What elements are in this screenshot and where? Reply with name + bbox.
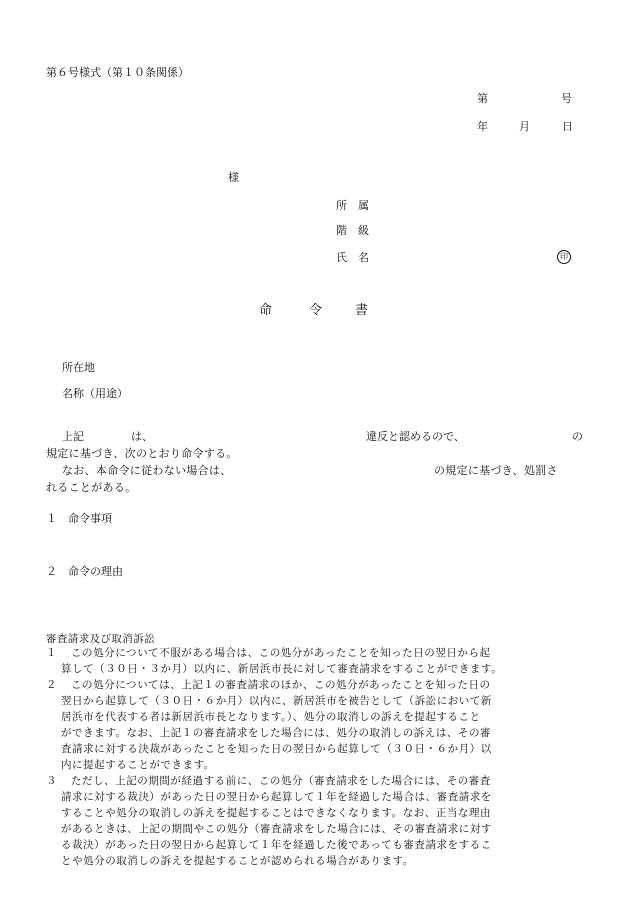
notice-item-2-line-6: 内に提起することができます。: [61, 759, 215, 771]
notice-item-3-line-3: することや処分の取消しの訴えを提起することはできなくなります。なお、正当な理由: [61, 807, 492, 819]
date-day: 日: [562, 120, 573, 133]
issuer-affiliation-label: 所 属: [336, 199, 369, 212]
body-line1-c: 違反と認めるので、: [366, 430, 465, 443]
notice-item-1-number: １: [46, 647, 57, 659]
notice-item-2-line-2: 翌日から起算して（３０日・６か月）以内に、新居浜市を被告として（訴訟において新: [61, 695, 492, 707]
notice-item-2-line-5: 査請求に対する決裁があったことを知った日の翌日から起算して（３０日・６か月）以: [61, 743, 492, 755]
section-order-items: １ 命令事項: [46, 512, 112, 525]
notice-item-3-line-2: 請求に対する裁決）があった日の翌日から起算して１年を経過した場合は、審査請求を: [61, 791, 492, 803]
document-number-suffix: 号: [561, 92, 572, 105]
addressee-suffix: 様: [228, 171, 239, 184]
section-order-reason: ２ 命令の理由: [46, 565, 123, 578]
issuer-name-label: 氏 名: [336, 251, 369, 264]
date-month: 月: [519, 120, 530, 133]
seal-mark: 印: [557, 250, 571, 264]
name-use-label: 名称（用途）: [62, 387, 128, 400]
date-year: 年: [477, 120, 488, 133]
notice-heading: 審査請求及び取消訴訟: [46, 633, 155, 645]
notice-item-3-line-4: があるときは、上記の期間やこの処分（審査請求をした場合には、その審査請求に対す: [61, 823, 492, 835]
notice-item-2-line-4: ができます。なお、上記１の審査請求をした場合には、処分の取消しの訴えは、その審: [61, 727, 492, 739]
issuer-rank-label: 階 級: [336, 224, 369, 237]
location-label: 所在地: [62, 361, 95, 374]
notice-item-2-line-3: 居浜市を代表する者は新居浜市長となります。）、処分の取消しの訴えを提起すること: [61, 711, 481, 723]
notice-item-3-line-6: とや処分の取消しの訴えを提起することが認められる場合があります。: [61, 855, 414, 867]
body-line4: れることがある。: [46, 481, 137, 494]
notice-item-2-number: ２: [46, 679, 57, 691]
body-line3-a: なお、本命令に従わない場合は、: [62, 464, 232, 477]
title-char-3: 書: [355, 303, 369, 318]
body-line1-b: は、: [131, 430, 153, 443]
title-char-2: 令: [309, 303, 323, 318]
notice-item-3-line-1: ただし、上記の期間が経過する前に、この処分（審査請求をした場合には、その審査: [71, 775, 491, 787]
notice-item-2-line-1: この処分については、上記１の審査請求のほか、この処分があったことを知った日の: [71, 679, 491, 691]
form-label: 第６号様式（第１０条関係）: [46, 66, 189, 79]
body-line1-d: の: [572, 430, 583, 443]
body-line2: 規定に基づき、次のとおり命令する。: [46, 447, 238, 460]
document-number-prefix: 第: [477, 92, 488, 105]
title-char-1: 命: [259, 303, 273, 318]
notice-item-1-line-2: 算して（３０日・３か月）以内に、新居浜市長に対して審査請求をすることができます。: [61, 663, 503, 675]
notice-item-3-line-5: る裁決）があった日の翌日から起算して１年を経過した後であっても審査請求をするこ: [61, 839, 492, 851]
body-line3-b: の規定に基づき、処罰さ: [434, 464, 558, 477]
notice-item-3-number: ３: [46, 775, 57, 787]
notice-item-1-line-1: この処分について不服がある場合は、この処分があったことを知った日の翌日から起: [71, 647, 491, 659]
body-line1-a: 上記: [62, 430, 84, 443]
